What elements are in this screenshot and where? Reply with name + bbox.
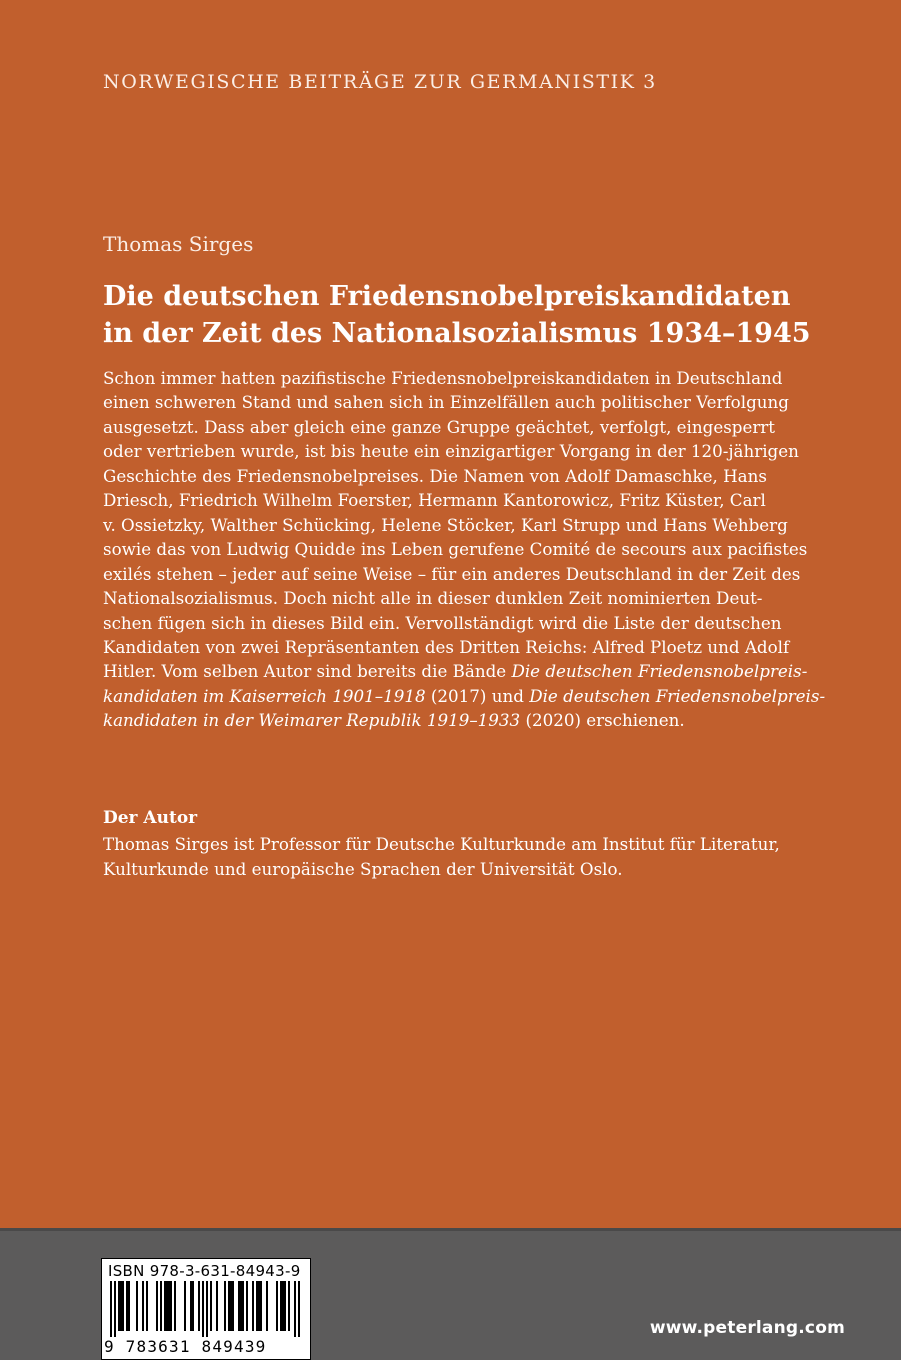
blurb-line: exilés stehen – jeder auf seine Weise – für ein anderes Deutschland in der Zeit des bbox=[103, 563, 801, 584]
blurb-line: Geschichte des Friedensnobelpreises. Die Namen von Adolf Damaschke, Hans bbox=[103, 465, 767, 486]
barcode-bar bbox=[120, 1281, 122, 1331]
barcode-bar bbox=[164, 1281, 166, 1331]
blurb-line bbox=[103, 684, 826, 708]
barcode-bar bbox=[232, 1281, 234, 1331]
barcode-bar bbox=[156, 1281, 158, 1331]
blurb-book-title: Die deutschen Friedensnobelpreis- bbox=[511, 661, 808, 682]
barcode-bar bbox=[260, 1281, 262, 1331]
barcode-bar bbox=[298, 1281, 300, 1337]
barcode-bar bbox=[168, 1281, 170, 1331]
barcode-bar bbox=[280, 1281, 282, 1331]
barcode-bar bbox=[192, 1281, 194, 1331]
barcode-bar bbox=[184, 1281, 186, 1331]
blurb-line: Nationalsozialismus. Doch nicht alle in dieser dunklen Zeit nominierten Deut- bbox=[103, 588, 763, 609]
barcode-bar bbox=[118, 1281, 120, 1331]
barcode-bar bbox=[202, 1281, 204, 1337]
blurb-line: schen fügen sich in dieses Bild ein. Vervollständigt wird die Liste der deutschen bbox=[103, 612, 782, 633]
barcode-bar bbox=[230, 1281, 232, 1331]
barcode-bar bbox=[242, 1281, 244, 1331]
barcode-bar bbox=[294, 1281, 296, 1337]
barcode-bar bbox=[210, 1281, 212, 1331]
about-line: Kulturkunde und europäische Sprachen der Universität Oslo. bbox=[103, 859, 623, 879]
barcode-bar bbox=[276, 1281, 278, 1331]
about-author-text bbox=[103, 832, 817, 882]
barcode-bar bbox=[240, 1281, 242, 1331]
blurb-line: Driesch, Friedrich Wilhelm Foerster, Hermann Kantorowicz, Fritz Küster, Carl bbox=[103, 490, 766, 511]
book-title bbox=[103, 278, 823, 352]
title-line-2: in der Zeit des Nationalsozialismus 1934–1945 bbox=[103, 318, 811, 349]
series-title: NORWEGISCHE BEITRÄGE ZUR GERMANISTIK 3 bbox=[103, 71, 657, 93]
blurb-line bbox=[103, 659, 817, 683]
title-line-1: Die deutschen Friedensnobelpreiskandidaten bbox=[103, 281, 791, 312]
barcode-bar bbox=[198, 1281, 200, 1331]
barcode-bar bbox=[170, 1281, 172, 1331]
barcode-bar bbox=[160, 1281, 162, 1331]
barcode-bar bbox=[238, 1281, 240, 1331]
isbn-text: ISBN 978-3-631-84943-9 bbox=[108, 1262, 301, 1280]
blurb-text-run: (2017) und bbox=[425, 685, 530, 706]
about-line: Thomas Sirges ist Professor für Deutsche Kulturkunde am Institut für Literatur, bbox=[103, 834, 780, 854]
barcode-bar bbox=[266, 1281, 268, 1331]
barcode-bar bbox=[256, 1281, 258, 1331]
barcode-bar bbox=[166, 1281, 168, 1331]
barcode-bar bbox=[146, 1281, 148, 1331]
barcode-bar bbox=[228, 1281, 230, 1331]
barcode-bar bbox=[206, 1281, 208, 1337]
about-author-heading: Der Autor bbox=[103, 808, 198, 828]
blurb-book-title: kandidaten im Kaiserreich 1901–1918 bbox=[103, 685, 426, 706]
author-name: Thomas Sirges bbox=[103, 232, 254, 256]
barcode-bar bbox=[174, 1281, 176, 1331]
barcode-bar bbox=[136, 1281, 138, 1331]
barcode-bar bbox=[288, 1281, 290, 1331]
barcode-icon bbox=[106, 1281, 306, 1337]
blurb-text-run: (2020) erschienen. bbox=[520, 710, 685, 731]
barcode-bar bbox=[110, 1281, 112, 1337]
blurb-text bbox=[103, 366, 826, 733]
blurb-line: Schon immer hatten pazifistische Friedensnobelpreiskandidaten in Deutschland bbox=[103, 368, 783, 388]
barcode-bar bbox=[114, 1281, 116, 1337]
barcode-digits: 9 783631 849439 bbox=[104, 1337, 267, 1356]
barcode-bar bbox=[246, 1281, 248, 1331]
blurb-line: einen schweren Stand und sahen sich in Einzelfällen auch politischer Verfolgung bbox=[103, 392, 789, 413]
barcode-label bbox=[101, 1258, 311, 1360]
barcode-bar bbox=[122, 1281, 124, 1331]
blurb-line: Kandidaten von zwei Repräsentanten des Dritten Reichs: Alfred Ploetz und Adolf bbox=[103, 636, 790, 657]
blurb-book-title: kandidaten in der Weimarer Republik 1919–1933 bbox=[103, 710, 521, 731]
blurb-line: ausgesetzt. Dass aber gleich eine ganze Gruppe geächtet, verfolgt, eingesperrt bbox=[103, 416, 775, 437]
publisher-website: www.peterlang.com bbox=[649, 1318, 845, 1338]
barcode-bar bbox=[190, 1281, 192, 1331]
barcode-bar bbox=[142, 1281, 144, 1331]
barcode-bar bbox=[128, 1281, 130, 1331]
blurb-text-run: Hitler. Vom selben Autor sind bereits die Bände bbox=[103, 661, 512, 682]
blurb-line: sowie das von Ludwig Quidde ins Leben gerufene Comité de secours aux pacifistes bbox=[103, 539, 808, 560]
blurb-line: oder vertrieben wurde, ist bis heute ein einzigartiger Vorgang in der 120-jährigen bbox=[103, 441, 799, 462]
barcode-bar bbox=[282, 1281, 284, 1331]
barcode-bar bbox=[258, 1281, 260, 1331]
barcode-bar bbox=[284, 1281, 286, 1331]
blurb-line: v. Ossietzky, Walther Schücking, Helene Stöcker, Karl Strupp und Hans Wehberg bbox=[103, 514, 788, 535]
blurb-line bbox=[103, 708, 817, 732]
barcode-bar bbox=[224, 1281, 226, 1331]
barcode-bar bbox=[216, 1281, 218, 1331]
barcode-bar bbox=[126, 1281, 128, 1331]
barcode-bar bbox=[252, 1281, 254, 1331]
blurb-book-title: Die deutschen Friedensnobelpreis- bbox=[529, 685, 826, 706]
